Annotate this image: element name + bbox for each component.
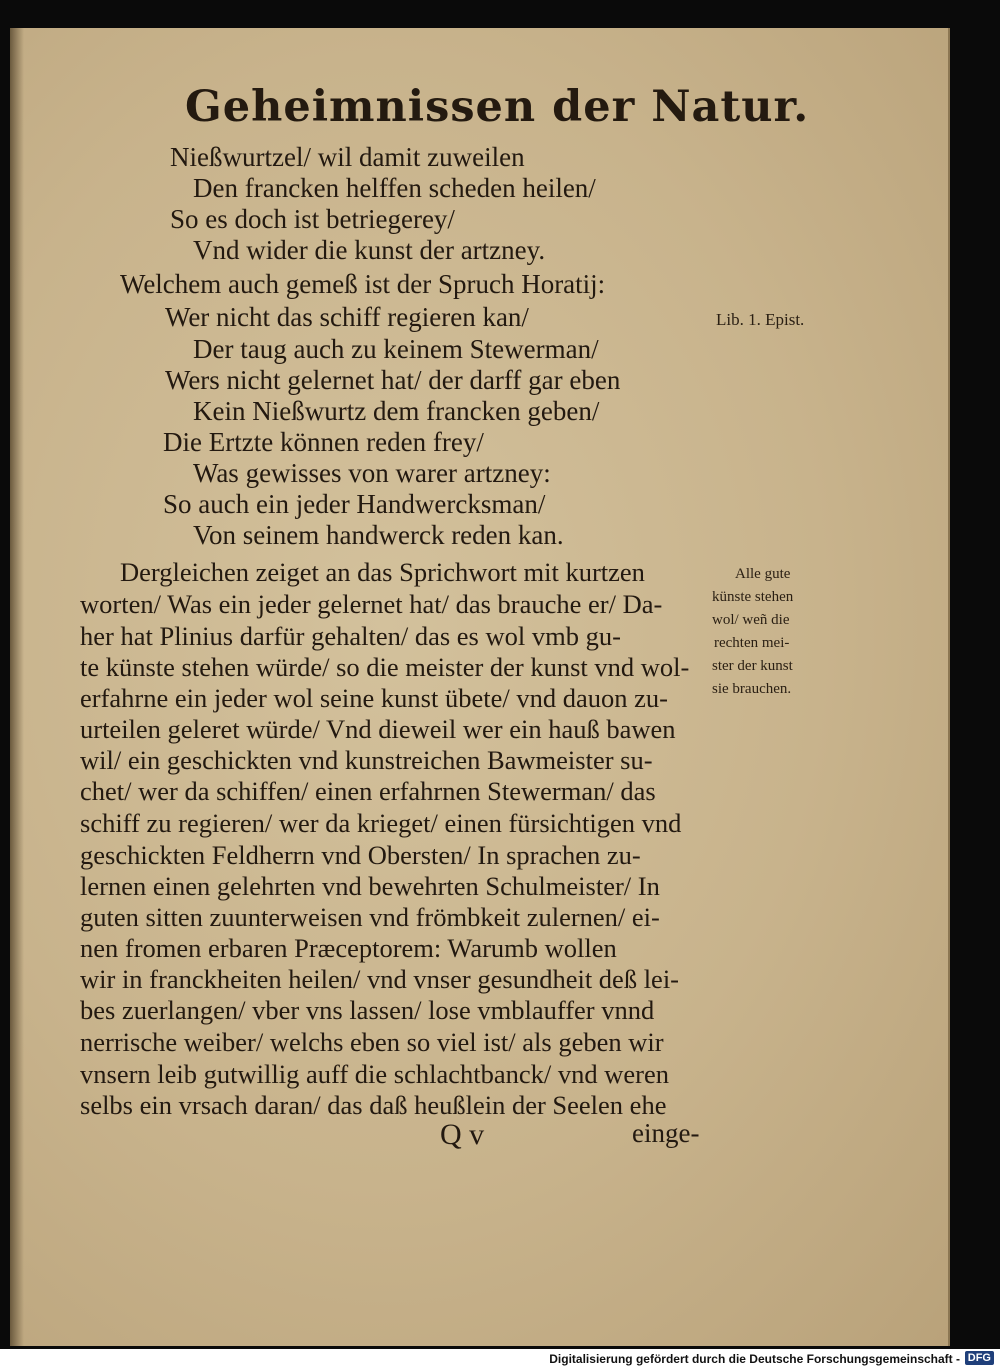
- body-line: her hat Plinius darfür gehalten/ das es wol vmb gu-: [80, 621, 621, 651]
- body-line: selbs ein vrsach daran/ das daß heußlein der Seelen ehe: [80, 1090, 667, 1120]
- body-line: worten/ Was ein jeder gelernet hat/ das brauche er/ Da-: [80, 589, 663, 619]
- body-line: chet/ wer da schiffen/ einen erfahrnen Stewerman/ das: [80, 776, 656, 806]
- signature-mark: Q v: [440, 1118, 485, 1151]
- body-line: nen fromen erbaren Præceptorem: Warumb wollen: [80, 933, 617, 963]
- catchword: einge-: [632, 1118, 700, 1148]
- verse-line: Kein Nießwurtz dem francken geben/: [193, 396, 600, 426]
- body-line: nerrische weiber/ welchs eben so viel ist/ als geben wir: [80, 1027, 664, 1057]
- verse-line: Was gewisses von warer artzney:: [193, 458, 551, 488]
- footer-credit: Digitalisierung gefördert durch die Deutsche Forschungsgemeinschaft -: [549, 1352, 960, 1366]
- verse-line: Wer nicht das schiff regieren kan/: [165, 302, 529, 332]
- margin-note-line: künste stehen: [712, 589, 794, 605]
- verse-line: Die Ertzte können reden frey/: [163, 427, 484, 457]
- body-line: erfahrne ein jeder wol seine kunst übete/ vnd dauon zu-: [80, 683, 668, 713]
- margin-note-line: Alle gute: [735, 566, 791, 582]
- body-line: geschickten Feldherrn vnd Obersten/ In sprachen zu-: [80, 840, 641, 870]
- verse-line: Der taug auch zu keinem Stewerman/: [193, 334, 599, 364]
- body-line: urteilen geleret würde/ Vnd dieweil wer ein hauß bawen: [80, 714, 676, 744]
- body-line: schiff zu regieren/ wer da krieget/ einen fürsichtigen vnd: [80, 808, 682, 838]
- margin-note-line: wol/ weñ die: [712, 612, 790, 628]
- margin-note-line: ster der kunst: [712, 658, 793, 674]
- margin-note-citation: Lib. 1. Epist.: [716, 310, 805, 329]
- dfg-logo-icon: DFG: [965, 1351, 994, 1365]
- margin-note-line: sie brauchen.: [712, 681, 792, 697]
- verse-line: Vnd wider die kunst der artzney.: [193, 235, 546, 265]
- verse-line: Wers nicht gelernet hat/ der darff gar eben: [165, 365, 621, 395]
- verse-line: Den francken helffen scheden heilen/: [193, 173, 596, 203]
- verse-line: Nießwurtzel/ wil damit zuweilen: [170, 142, 525, 172]
- body-line: Dergleichen zeiget an das Sprichwort mit kurtzen: [120, 557, 645, 587]
- margin-note-line: rechten mei-: [714, 635, 790, 651]
- body-line: wil/ ein geschickten vnd kunstreichen Bawmeister su-: [80, 745, 653, 775]
- body-line: vnsern leib gutwillig auff die schlachtbanck/ vnd weren: [80, 1059, 669, 1089]
- body-line: bes zuerlangen/ vber vns lassen/ lose vmblauffer vnnd: [80, 995, 655, 1025]
- body-line: lernen einen gelehrten vnd bewehrten Schulmeister/ In: [80, 871, 660, 901]
- verse-line: Von seinem handwerck reden kan.: [193, 520, 564, 550]
- running-header: Geheimnissen der Natur.: [185, 82, 810, 132]
- verse-line: So auch ein jeder Handwercksman/: [163, 489, 546, 519]
- body-line: guten sitten zuunterweisen vnd frömbkeit zulernen/ ei-: [80, 902, 660, 932]
- intro-line: Welchem auch gemeß ist der Spruch Horatij:: [120, 269, 606, 299]
- page-spine-shadow: [10, 28, 24, 1346]
- verse-line: So es doch ist betriegerey/: [170, 204, 455, 234]
- body-line: wir in franckheiten heilen/ vnd vnser gesundheit deß lei-: [80, 964, 680, 994]
- body-line: te künste stehen würde/ so die meister der kunst vnd wol-: [80, 652, 690, 682]
